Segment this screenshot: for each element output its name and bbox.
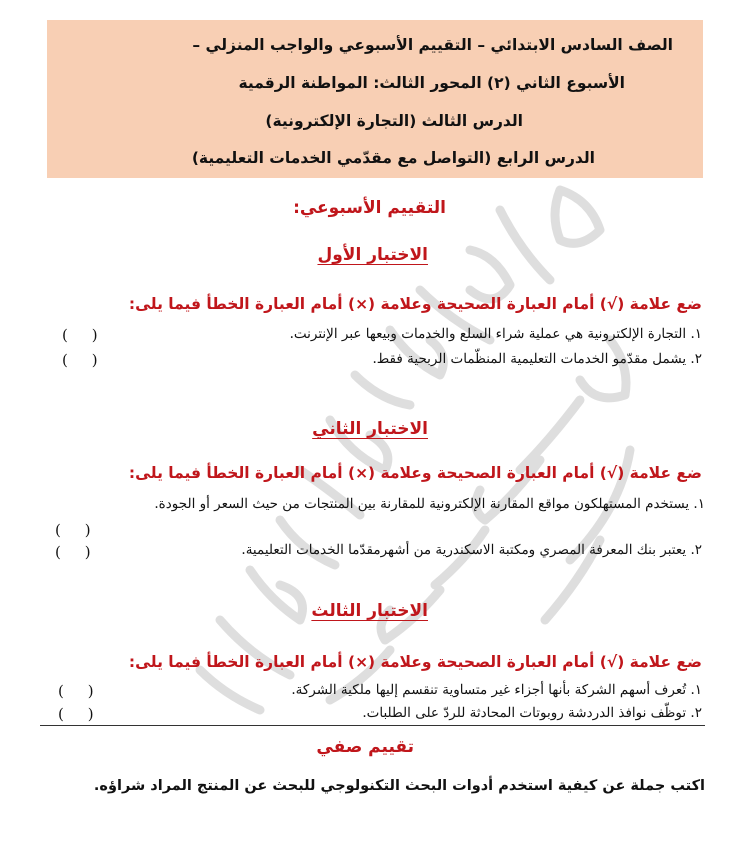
class-eval-title: تقييم صفي <box>316 737 414 757</box>
section-divider <box>40 725 705 726</box>
test-1-title: الاختبار الأول <box>317 245 428 265</box>
test-2-question-2: ٢. يعتبر بنك المعرفة المصري ومكتبة الاسكندرية من أشهرمقدّما الخدمات التعليمية. <box>241 542 702 558</box>
test-2-answer-2[interactable]: ( ) <box>55 543 91 561</box>
test-1-answer-1[interactable]: ( ) <box>62 326 98 344</box>
test-3-title: الاختبار الثالث <box>311 601 428 621</box>
test-3-instruction: ضع علامة (√) أمام العبارة الصحيحة وعلامة (×) أمام العبارة الخطأ فيما يلى: <box>128 653 702 671</box>
test-2-question-1: ١. يستخدم المستهلكون مواقع المقارنة الإلكترونية للمقارنة بين المنتجات من حيث السعر أو الجودة. <box>154 496 705 512</box>
test-3-answer-1[interactable]: ( ) <box>58 682 94 700</box>
test-3-question-2: ٢. توظّف نوافذ الدردشة روبوتات المحادثة للردّ على الطلبات. <box>362 705 702 721</box>
test-1-answer-2[interactable]: ( ) <box>62 351 98 369</box>
test-1-instruction: ضع علامة (√) أمام العبارة الصحيحة وعلامة (×) أمام العبارة الخطأ فيما يلى: <box>128 295 702 313</box>
test-3-question-1: ١. تُعرف أسهم الشركة بأنها أجزاء غير متساوية تنقسم إليها ملكية الشركة. <box>291 682 702 698</box>
test-2-title: الاختبار الثاني <box>312 419 428 439</box>
header-box <box>47 20 703 178</box>
header-line-lesson3: الدرس الثالث (التجارة الإلكترونية) <box>265 112 523 130</box>
test-1-question-2: ٢. يشمل مقدّمو الخدمات التعليمية المنظّمات الربحية فقط. <box>372 351 702 367</box>
test-2-answer-1[interactable]: ( ) <box>55 521 91 539</box>
weekly-eval-title: التقييم الأسبوعي: <box>293 198 446 218</box>
header-line-lesson4: الدرس الرابع (التواصل مع مقدّمي الخدمات التعليمية) <box>191 149 595 167</box>
header-line-week: الأسبوع الثاني (٢) المحور الثالث: المواطنة الرقمية <box>238 74 625 92</box>
test-1-question-1: ١. التجارة الإلكترونية هي عملية شراء السلع والخدمات وبيعها عبر الإنترنت. <box>289 326 702 342</box>
header-line-grade: الصف السادس الابتدائي – التقييم الأسبوعي والواجب المنزلي – <box>192 36 673 54</box>
class-eval-prompt: اكتب جملة عن كيفية استخدم أدوات البحث التكنولوجي للبحث عن المنتج المراد شراؤه. <box>93 778 705 794</box>
test-3-answer-2[interactable]: ( ) <box>58 705 94 723</box>
test-2-instruction: ضع علامة (√) أمام العبارة الصحيحة وعلامة (×) أمام العبارة الخطأ فيما يلى: <box>128 464 702 482</box>
